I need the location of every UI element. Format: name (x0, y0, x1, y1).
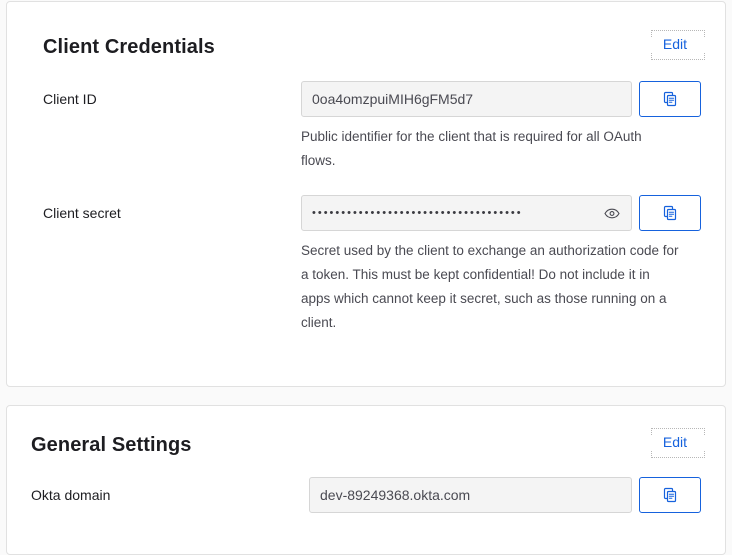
page-title: Client Credentials (43, 36, 215, 58)
client-secret-input-line (301, 195, 701, 231)
okta-domain-body (309, 477, 701, 513)
client-id-help-text: Public identifier for the client that is required for all OAuth flows. (301, 129, 642, 168)
copy-okta-domain-button[interactable] (639, 477, 701, 513)
client-id-input[interactable]: 0oa4omzpuiMIH6gFM5d7 (301, 81, 632, 117)
client-secret-input[interactable] (301, 195, 632, 231)
okta-domain-input[interactable]: dev-89249368.okta.com (309, 477, 632, 513)
copy-icon (662, 487, 678, 503)
client-id-row (7, 81, 725, 173)
client-secret-label: Client secret (43, 205, 121, 221)
client-id-body (301, 81, 701, 173)
copy-client-id-button[interactable] (639, 81, 701, 117)
edit-client-credentials-button[interactable]: Edit (662, 36, 687, 52)
general-settings-header (7, 406, 725, 457)
client-secret-value: •••••••••••••••••••••••••••••••••••• (312, 207, 523, 219)
okta-domain-row (7, 477, 725, 513)
client-credentials-header (7, 2, 725, 59)
okta-domain-input-line (309, 477, 701, 513)
client-secret-row (7, 195, 725, 335)
client-secret-body (301, 195, 701, 335)
copy-client-secret-button[interactable] (639, 195, 701, 231)
copy-icon (662, 205, 678, 221)
general-settings-card (6, 405, 726, 555)
client-id-input-line (301, 81, 701, 117)
edit-focus-ring-general (649, 434, 701, 452)
eye-icon[interactable] (603, 204, 621, 222)
general-settings-title: General Settings (31, 434, 192, 456)
settings-page (0, 1, 732, 548)
client-secret-help-text: Secret used by the client to exchange an authorization code for a token. This must be kept confidential! Do not include it in apps which cannot keep it secret, such as those running on a client. (301, 243, 679, 330)
edit-general-settings-button[interactable]: Edit (662, 434, 687, 450)
client-id-label: Client ID (43, 91, 97, 107)
copy-icon (662, 91, 678, 107)
okta-domain-label: Okta domain (31, 487, 111, 503)
edit-focus-ring (649, 36, 701, 54)
client-credentials-card (6, 1, 726, 387)
